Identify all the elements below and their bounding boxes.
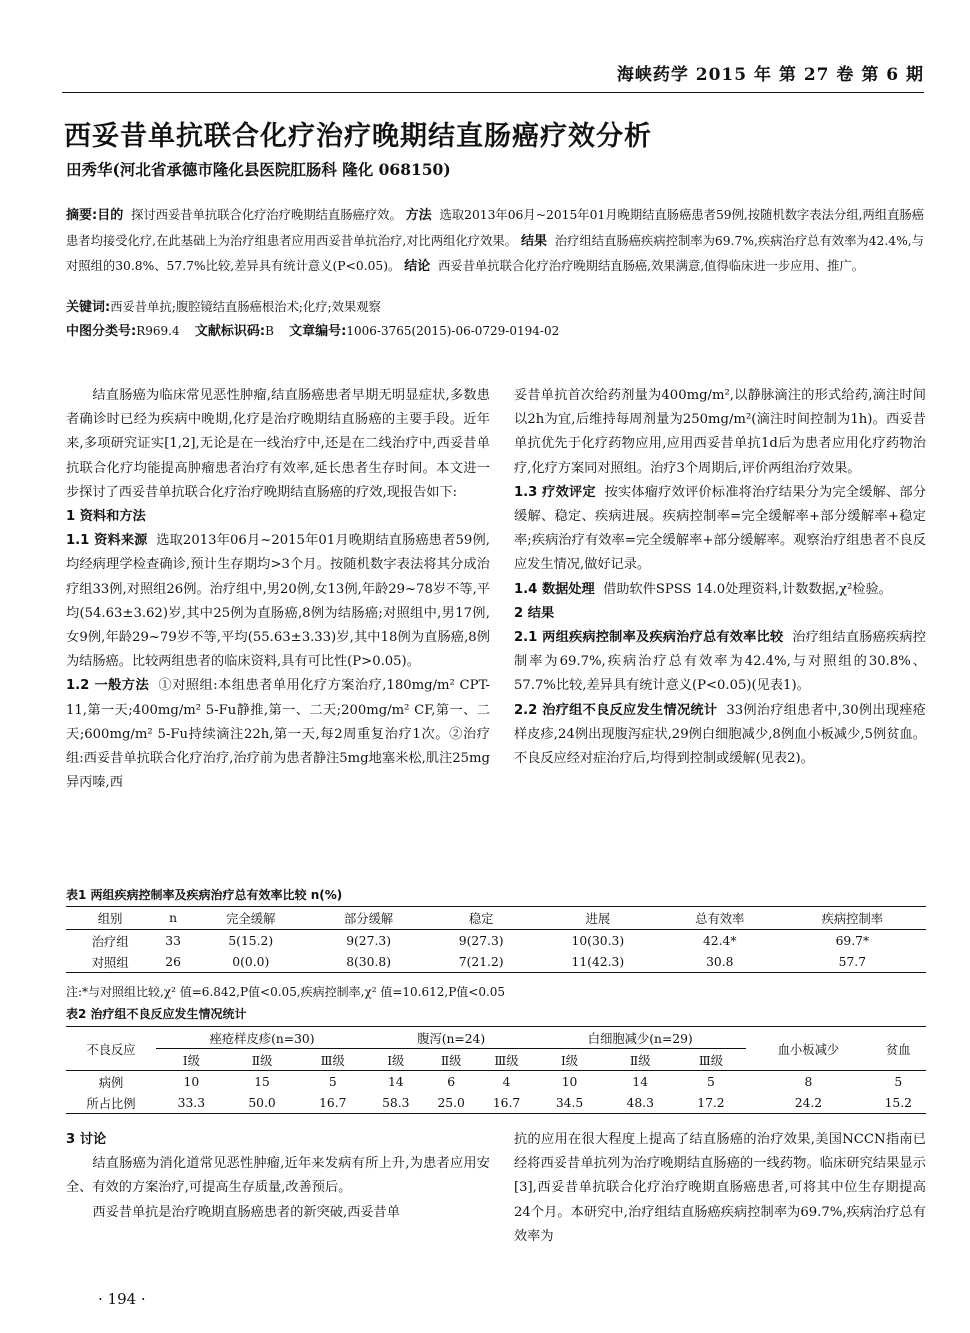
table1 (66, 906, 926, 973)
table-cell: 15.2 (884, 1095, 912, 1110)
section-1-1-text: 选取2013年06月~2015年01月晚期结直肠癌患者59例,均经病理学检查确诊,预计生存期均>3个月。按随机数字表法将其分成治疗组33例,对照组26例。治疗组中,男20例,女13例,年龄29~78岁不等,平均(54.63±3.62)岁,其中25例为直肠癌,8例为结肠癌;对照组中,男17例,女9例,年龄29~79岁不等,平均(55.63±3.33)岁,其中18例为直肠癌,8例为结肠癌。比较两组患者的临床资料,具有可比性(P>0.05)。 (66, 533, 490, 670)
journal-header: 海峡药学 2015 年 第 27 卷 第 6 期 (616, 65, 924, 85)
table-cell: 病例 (98, 1075, 124, 1090)
results-label: 结果 (520, 233, 548, 249)
table-cell: 5 (328, 1074, 337, 1089)
table-cell: 4 (502, 1074, 511, 1089)
table2-column-label: 不良反应 (66, 1027, 156, 1071)
table-row (66, 1092, 926, 1114)
table1-header: 组别 (66, 907, 154, 930)
table-cell: 7(21.2) (458, 954, 504, 969)
table-cell: 48.3 (626, 1095, 654, 1110)
table-cell: 10 (183, 1074, 200, 1089)
conclusion-text: 西妥昔单抗联合化疗治疗晚期结直肠癌,效果满意,值得临床进一步应用、推广。 (438, 259, 865, 273)
table-cell: 对照组 (91, 955, 129, 970)
body-left-column (66, 384, 490, 795)
results-text: 治疗组结直肠癌疾病控制率为69.7%,疾病治疗总有效率为42.4%,与对照组的30.8%、57.7%比较,差异具有统计意义(P<0.05)。 (66, 233, 924, 273)
table-cell: 15 (254, 1074, 270, 1089)
table2-group-header: 痤疮样皮疹(n=30) (156, 1027, 368, 1049)
article-id-label: 文章编号: (289, 324, 347, 339)
abstract (66, 203, 924, 280)
classification (66, 320, 924, 339)
section-1-3-text: 按实体瘤疗效评价标准将治疗结果分为完全缓解、部分缓解、稳定、疾病进展。疾病控制率=完全缓解率+部分缓解率+稳定率;疾病治疗有效率=完全缓解率+部分缓解率。观察治疗组患者不良反应发生情况,做好记录。 (514, 484, 927, 573)
section-2-heading: 2 结果 (514, 605, 555, 621)
table-cell: 10(30.3) (571, 933, 625, 948)
table-cell: 34.5 (555, 1095, 584, 1110)
table-cell: 24.2 (794, 1095, 823, 1110)
table-cell: 14 (632, 1074, 649, 1089)
article-title: 西妥昔单抗联合化疗治疗晚期结直肠癌疗效分析 (64, 121, 652, 152)
table-cell: 8 (804, 1074, 813, 1089)
table2-extra-header: 血小板减少 (746, 1027, 870, 1071)
methods-label: 方法 (405, 208, 432, 223)
doc-code-value: B (265, 324, 274, 338)
table2-grade: Ⅲ级 (676, 1049, 747, 1071)
table-cell: 57.7 (838, 954, 867, 969)
section-2-1-title: 2.1 两组疾病控制率及疾病治疗总有效率比较 (514, 630, 784, 646)
table2-grade: Ⅱ级 (605, 1049, 676, 1071)
section-1-heading: 1 资料和方法 (66, 509, 146, 525)
objective-text: 探讨西妥昔单抗联合化疗治疗晚期结直肠癌疗效。 (131, 208, 402, 222)
table2-extra-header: 贫血 (871, 1027, 926, 1071)
table2-grade: Ⅲ级 (479, 1049, 534, 1071)
table2-group-header: 腹泻(n=24) (368, 1027, 534, 1049)
conclusion-label: 结论 (404, 259, 431, 274)
keywords-text: 西妥昔单抗;腹腔镜结直肠癌根治术;化疗;效果观察 (110, 300, 381, 314)
section-1-2-text: ①对照组:本组患者单用化疗方案治疗,180mg/m² CPT-11,第一天;400mg/m² 5-Fu静推,第一、二天;200mg/m² CF,第一、二天;600mg/m² 5-Fu持续滴注22h,第一天,每2周重复治疗1次。②治疗组:西妥昔单抗联合化疗治疗,治疗前为患者静注5mg地塞米松,肌注25mg异丙嗪,西 (66, 678, 491, 791)
table2-caption: 表2 治疗组不良反应发生情况统计 (66, 1007, 247, 1021)
table1-header: n (154, 907, 191, 930)
table1-header: 进展 (535, 907, 661, 930)
header-rule (62, 92, 924, 93)
section-2-2 (514, 699, 926, 772)
table1-header: 部分缓解 (310, 907, 428, 930)
discussion-right (514, 1128, 926, 1249)
table2-grade: Ⅱ级 (227, 1049, 298, 1071)
table2-grade: Ⅰ级 (534, 1049, 605, 1071)
table-cell: 69.7* (835, 933, 870, 948)
table1-caption: 表1 两组疾病控制率及疾病治疗总有效率比较 n(%) (66, 888, 343, 902)
table2-grade: Ⅲ级 (297, 1049, 368, 1071)
table1-header: 总有效率 (661, 907, 779, 930)
discussion-paragraph-2-continued: 抗的应用在很大程度上提高了结直肠癌的治疗效果,美国NCCN指南已经将西妥昔单抗列为治疗晚期结直肠癌的一线药物。临床研究结果显示[3],西妥昔单抗联合化疗治疗晚期直肠癌患者,可将其中位生存期提高24个月。本研究中,治疗组结直肠癌疾病控制率为69.7%,疾病治疗总有效率为 (514, 1132, 926, 1244)
section-1-4 (514, 578, 926, 602)
discussion-left (66, 1128, 490, 1225)
table-cell: 26 (165, 954, 181, 969)
table-cell: 25.0 (437, 1095, 465, 1110)
section-1-2 (66, 674, 490, 795)
section-2-1 (514, 626, 926, 699)
table-cell: 33.3 (177, 1095, 206, 1110)
table-cell: 5 (894, 1074, 903, 1089)
table-cell: 10 (561, 1074, 578, 1089)
table-cell: 5(15.2) (228, 933, 274, 948)
table-row (66, 1071, 926, 1093)
author-line: 田秀华(河北省承德市隆化县医院肛肠科 隆化 068150) (66, 160, 451, 179)
table-cell: 16.7 (319, 1095, 347, 1110)
table-cell: 14 (387, 1074, 404, 1089)
table-cell: 6 (447, 1074, 456, 1089)
table-cell: 42.4* (702, 933, 737, 948)
intro-paragraph: 结直肠癌为临床常见恶性肿瘤,结直肠癌患者早期无明显症状,多数患者确诊时已经为疾病中晚期,化疗是治疗晚期结直肠癌的主要手段。近年来,多项研究证实[1,2],无论是在一线治疗中,还是在二线治疗中,西妥昔单抗联合化疗均能提高肿瘤患者治疗有效率,延长患者生存时间。本文进一步探讨了西妥昔单抗联合化疗治疗晚期结直肠癌的疗效,现报告如下: (66, 388, 490, 500)
table-cell: 58.3 (382, 1095, 410, 1110)
section-1-3 (514, 481, 926, 578)
table1-header-row (66, 907, 926, 930)
objective-label: 目的 (97, 208, 124, 223)
section-1-1-title: 1.1 资料来源 (66, 533, 148, 549)
table-row (66, 951, 926, 973)
table-cell: 50.0 (248, 1095, 276, 1110)
table-cell: 9(27.3) (458, 933, 504, 948)
keywords (66, 296, 924, 315)
abstract-label: 摘要: (66, 208, 98, 223)
table2-grade: Ⅱ级 (423, 1049, 478, 1071)
section-3-heading: 3 讨论 (66, 1132, 107, 1147)
table-cell: 0(0.0) (232, 954, 270, 969)
table-cell: 33 (165, 933, 181, 948)
page-number: · 194 · (98, 1290, 146, 1308)
table2-grade: Ⅰ级 (156, 1049, 227, 1071)
table2-grade: Ⅰ级 (368, 1049, 423, 1071)
table-cell: 17.2 (697, 1095, 725, 1110)
discussion-paragraph-2: 西妥昔单抗是治疗晚期直肠癌患者的新突破,西妥昔单 (92, 1204, 400, 1220)
section-2-1-text: 治疗组结直肠癌疾病控制率为69.7%,疾病治疗总有效率为42.4%,与对照组的30.8%、57.7%比较,差异具有统计意义(P<0.05)(见表1)。 (514, 630, 926, 694)
section-1-1 (66, 529, 490, 674)
keywords-label: 关键词: (66, 300, 111, 315)
table-cell: 8(30.8) (346, 954, 391, 969)
table2 (66, 1026, 926, 1114)
clc-value: R969.4 (136, 324, 180, 338)
body-right-column (514, 384, 926, 771)
table-cell: 所占比例 (86, 1096, 136, 1111)
section-1-4-text: 借助软件SPSS 14.0处理资料,计数数据,χ²检验。 (603, 581, 892, 597)
table2-group-header: 白细胞减少(n=29) (534, 1027, 746, 1049)
table-cell: 16.7 (492, 1095, 521, 1110)
table-row (66, 930, 926, 952)
clc-label: 中图分类号: (66, 324, 137, 339)
section-1-3-title: 1.3 疗效评定 (514, 484, 596, 500)
section-2-2-title: 2.2 治疗组不良反应发生情况统计 (514, 702, 718, 718)
article-id-value: 1006-3765(2015)-06-0729-0194-02 (346, 324, 560, 338)
table1-header: 稳定 (428, 907, 535, 930)
discussion-paragraph-1: 结直肠癌为消化道常见恶性肿瘤,近年来发病有所上升,为患者应用安全、有效的方案治疗,可提高生存质量,改善预后。 (66, 1156, 490, 1196)
table-cell: 5 (707, 1074, 715, 1089)
section-1-2-continued: 妥昔单抗首次给药剂量为400mg/m²,以静脉滴注的形式给药,滴注时间以2h为宜,后维持每周剂量为250mg/m²(滴注时间控制为1h)。西妥昔单抗优先于化疗药物应用,应用西妥昔单抗1d后为患者应用化疗药物治疗,化疗方案同对照组。治疗3个周期后,评价两组治疗效果。 (514, 388, 926, 476)
section-1-4-title: 1.4 数据处理 (514, 581, 595, 597)
table-cell: 30.8 (706, 954, 734, 969)
section-2-2-text: 33例治疗组患者中,30例出现痤疮样皮疹,24例出现腹泻症状,29例白细胞减少,8例血小板减少,5例贫血。不良反应经对症治疗后,均得到控制或缓解(见表2)。 (514, 702, 926, 767)
table1-header: 疾病控制率 (779, 907, 926, 930)
table-cell: 治疗组 (91, 934, 129, 949)
section-1-2-title: 1.2 一般方法 (66, 678, 150, 694)
table-cell: 11(42.3) (571, 954, 625, 969)
table2-group-row (66, 1027, 926, 1049)
table1-header: 完全缓解 (192, 907, 310, 930)
methods-text: 选取2013年06月~2015年01月晚期结直肠癌患者59例,按随机数字表法分组,两组直肠癌患者均接受化疗,在此基础上为治疗组患者应用西妥昔单抗治疗,对比两组化疗效果。 (66, 208, 924, 248)
doc-code-label: 文献标识码: (194, 324, 266, 339)
table1-note: 注:*与对照组比较,χ² 值=6.842,P值<0.05,疾病控制率,χ² 值=10.612,P值<0.05 (66, 985, 506, 999)
table-cell: 9(27.3) (346, 933, 391, 948)
